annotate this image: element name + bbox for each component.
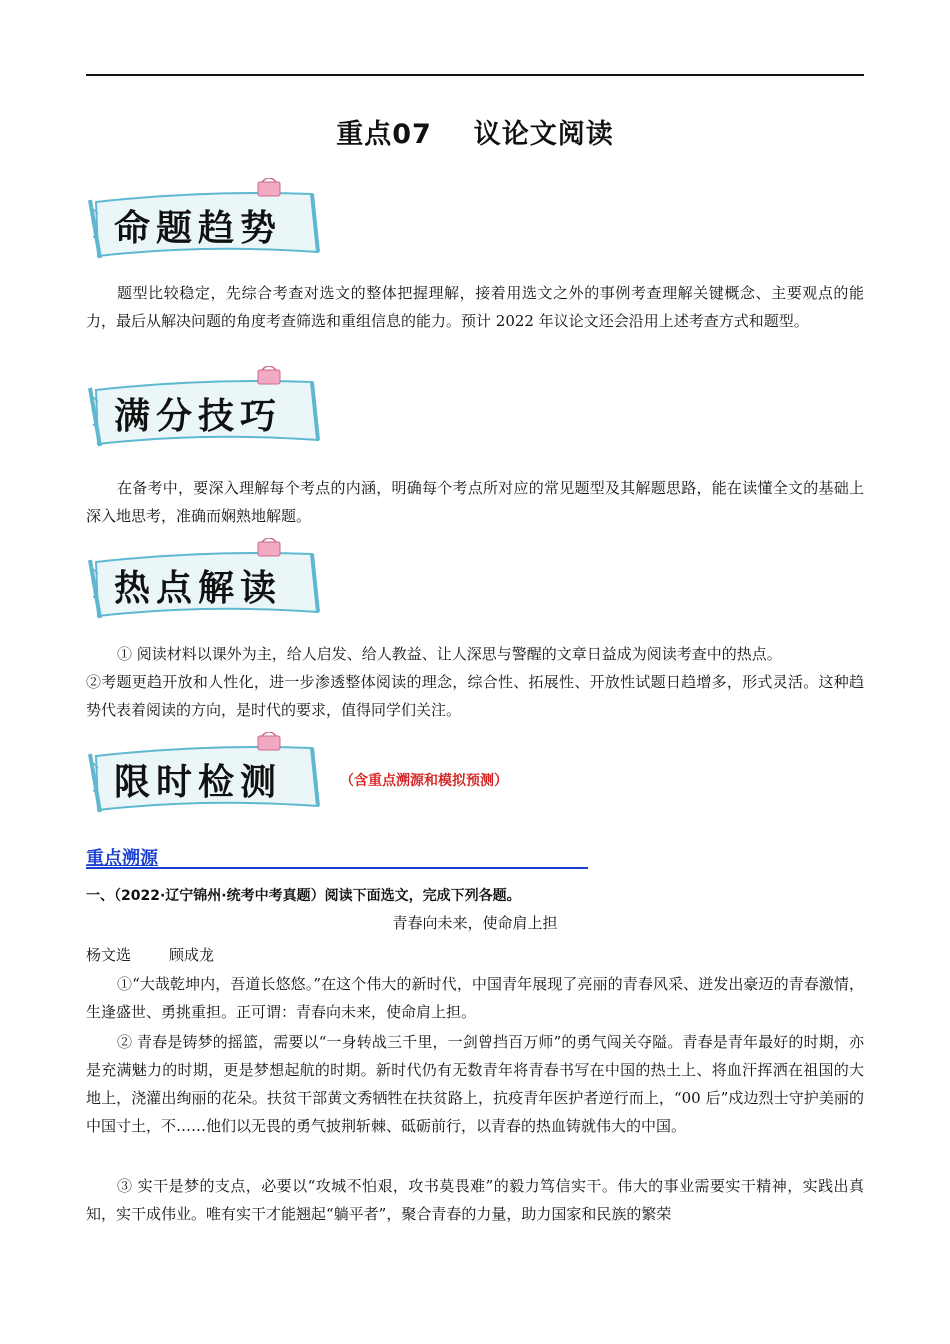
hot-paragraph-1: ① 阅读材料以课外为主，给人启发、给人教益、让人深思与警醒的文章日益成为阅读考查中的热点。 xyxy=(117,645,782,663)
banner-test-label: 限时检测 xyxy=(114,761,283,803)
banner-test xyxy=(84,732,324,822)
banner-hot-label: 热点解读 xyxy=(114,567,283,609)
question-line: 一、（2022·辽宁锦州·统考中考真题）阅读下面选文，完成下列各题。 xyxy=(86,888,521,904)
skills-paragraph: 在备考中，要深入理解每个考点的内涵，明确每个考点所对应的常见题型及其解题思路，能在读懂全文的基础上深入地思考，准确而娴熟地解题。 xyxy=(86,479,864,525)
author-2: 顾成龙 xyxy=(169,946,215,964)
banner-hot xyxy=(84,538,324,628)
article-paragraph-2: ② 青春是铸梦的摇篮，需要以“一身转战三千里，一剑曾挡百万师”的勇气闯关夺隘。青春是青年最好的时期，亦是充满魅力的时期，更是梦想起航的时期。新时代仍有无数青年将青春书写在中国的热土上、将血汗挥洒在祖国的大地上，浇灌出绚丽的花朵。扶贫干部黄文秀牺牲在扶贫路上，抗疫青年医护者逆行而上，“00 后”戍边烈士守护美丽的中国寸土，不……他们以无畏的勇气披荆斩棘、砥砺前行，以青春的热血铸就伟大的中国。 xyxy=(86,1033,864,1135)
test-note: （含重点溯源和模拟预测） xyxy=(340,773,508,789)
header-rule xyxy=(86,74,864,76)
page-title xyxy=(0,112,950,151)
title-topic: 议论文阅读 xyxy=(473,119,614,150)
article-paragraph-1: ①“大哉乾坤内，吾道长悠悠。”在这个伟大的新时代，中国青年展现了亮丽的青春风采、迸发出豪迈的青春激情，生逢盛世、勇挑重担。正可谓：青春向未来，使命肩上担。 xyxy=(86,975,864,1021)
trend-paragraph: 题型比较稳定，先综合考查对选文的整体把握理解，接着用选文之外的事例考查理解关键概念、主要观点的能力，最后从解决问题的角度考查筛选和重组信息的能力。预计 2022 年议论文还会沿用上述考查方式和题型。 xyxy=(86,284,864,330)
hot-paragraph-2: ②考题更趋开放和人性化，进一步渗透整体阅读的理念，综合性、拓展性、开放性试题日趋增多，形式灵活。这种趋势代表着阅读的方向，是时代的要求，值得同学们关注。 xyxy=(86,673,864,719)
banner-trend-label: 命题趋势 xyxy=(114,207,283,249)
banner-skills-label: 满分技巧 xyxy=(114,395,283,437)
banner-trend xyxy=(84,178,324,268)
article-paragraph-3: ③ 实干是梦的支点，必要以“攻城不怕艰，攻书莫畏难”的毅力笃信实干。伟大的事业需要实干精神，实践出真知，实干成伟业。唯有实干才能翘起“躺平者”，聚合青春的力量，助力国家和民族的繁荣 xyxy=(86,1177,864,1223)
title-number: 重点07 xyxy=(336,119,432,150)
section-underline xyxy=(86,867,588,869)
article-authors xyxy=(86,944,214,965)
section-heading: 重点溯源 xyxy=(86,848,158,869)
banner-skills xyxy=(84,366,324,456)
article-title: 青春向未来，使命肩上担 xyxy=(392,914,558,932)
author-1: 杨文选 xyxy=(86,946,132,964)
